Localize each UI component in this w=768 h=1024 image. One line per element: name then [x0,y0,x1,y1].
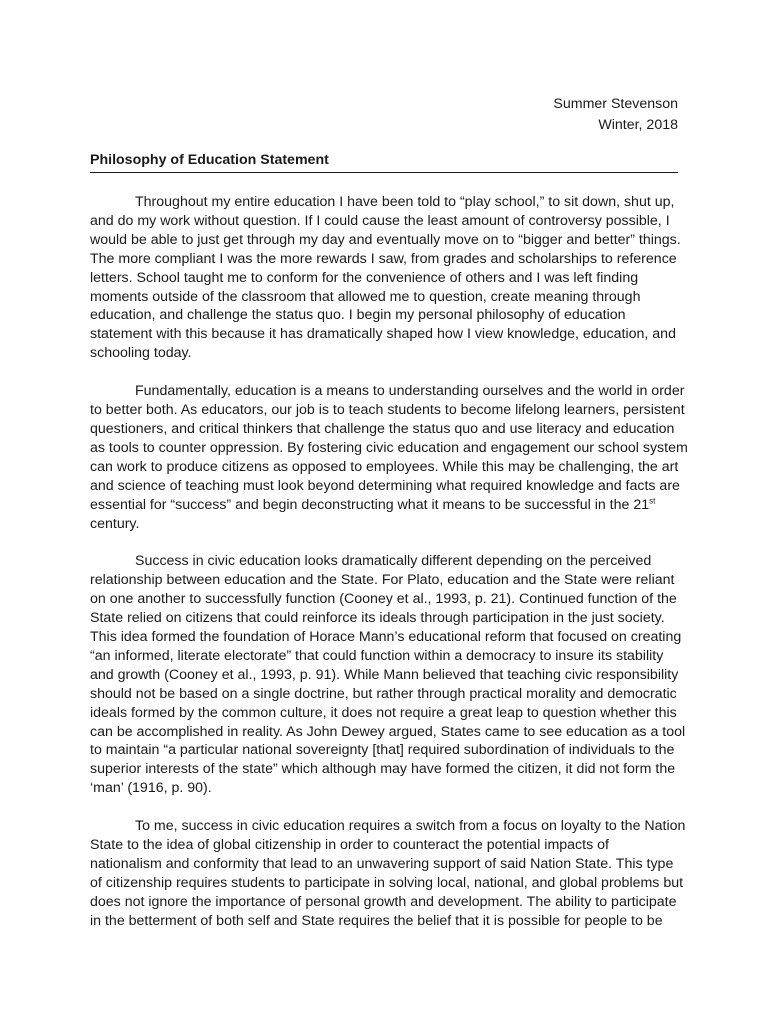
paragraph-4 [90,817,686,930]
text-line: education, and challenge the status quo. I begin my personal philosophy of education [90,307,626,324]
text-line: moments outside of the classroom that allowed me to question, create meaning through [90,288,641,305]
text-line: Fundamentally, education is a means to understanding ourselves and the world in order [135,383,685,400]
text-line: State to the idea of global citizenship in order to counteract the potential impacts of [90,837,609,854]
text-line: as tools to counter oppression. By fostering civic education and engagement our school system [90,439,688,456]
text-line: Success in civic education looks dramatically different depending on the perceived [135,553,652,570]
text-line: would be able to just get through my day and eventually move on to “bigger and better” things. [90,231,681,248]
text-line: To me, success in civic education requires a switch from a focus on loyalty to the Nation [135,818,686,835]
text-line: in the betterment of both self and State requires the belief that it is possible for people to be [90,912,663,929]
text-line: This idea formed the foundation of Horace Mann’s educational reform that focused on creating [90,629,682,646]
text-line: should not be based on a single doctrine, but rather through practical morality and democratic [90,685,677,702]
text-line: ideals formed by the common culture, it does not require a great leap to question whether this [90,704,677,721]
text-line: to maintain “a particular national sovereignty [that] required subordination of individuals to the [90,742,675,759]
text-line: and growth (Cooney et al., 1993, p. 91). While Mann believed that teaching civic responsibility [90,666,679,683]
text-line: Throughout my entire education I have been told to “play school,” to sit down, shut up, [135,194,675,210]
text-line: century. [90,515,140,532]
text-line: and do my work without question. If I could cause the least amount of controversy possible, I [90,212,670,229]
text-line: does not ignore the importance of personal growth and development. The ability to participate [90,893,677,910]
author-name: Summer Stevenson [553,96,678,112]
superscript-st: st [649,495,656,505]
document-body [90,193,688,950]
paragraph-3 [90,552,686,798]
text-line: superior interests of the state” which although may have formed the citizen, it did not form the [90,761,676,778]
text-line: nationalism and conformity that lead to an unwavering support of said Nation State. This type [90,856,674,872]
text-line: on one another to successfully function (Cooney et al., 1993, p. 21). Continued function of the [90,591,677,608]
text-line: ‘man’ (1916, p. 90). [90,780,212,797]
text-line: of citizenship requires students to participate in solving local, national, and global problems but [90,874,684,891]
text-line: to better both. As educators, our job is to teach students to become lifelong learners, persistent [90,402,685,419]
text-line: The more compliant I was the more rewards I saw, from grades and scholarships to reference [90,250,677,267]
document-title: Philosophy of Education Statement [90,150,678,173]
author-date-header [553,94,678,136]
text-line: schooling today. [90,345,192,362]
paragraph-2 [90,382,688,533]
text-line: letters. School taught me to conform for the convenience of others and I was left finding [90,269,639,286]
text-line: State relied on citizens that could reinforce its ideals through participation in the just society. [90,610,665,627]
text-line: relationship between education and the State. For Plato, education and the State were reliant [90,572,675,589]
text-line-with-superscript [90,496,678,515]
text-line: and science of teaching must look beyond determining what required knowledge and facts are [90,477,680,494]
text-line: “an informed, literate electorate” that could function within a democracy to insure its stability [90,647,664,664]
paragraph-1 [90,193,681,363]
text-line: can be accomplished in reality. As John Dewey argued, States came to see education as a tool [90,723,686,740]
text-line: statement with this because it has dramatically shaped how I view knowledge, education, and [90,326,676,343]
text-line: essential for “success” and begin deconstructing what it means to be successful in the 21 [90,496,650,513]
text-line: questioners, and critical thinkers that challenge the status quo and use literacy and education [90,420,675,437]
text-line: can work to produce citizens as opposed to employees. While this may be challenging, the art [90,458,679,475]
document-date: Winter, 2018 [598,117,678,133]
